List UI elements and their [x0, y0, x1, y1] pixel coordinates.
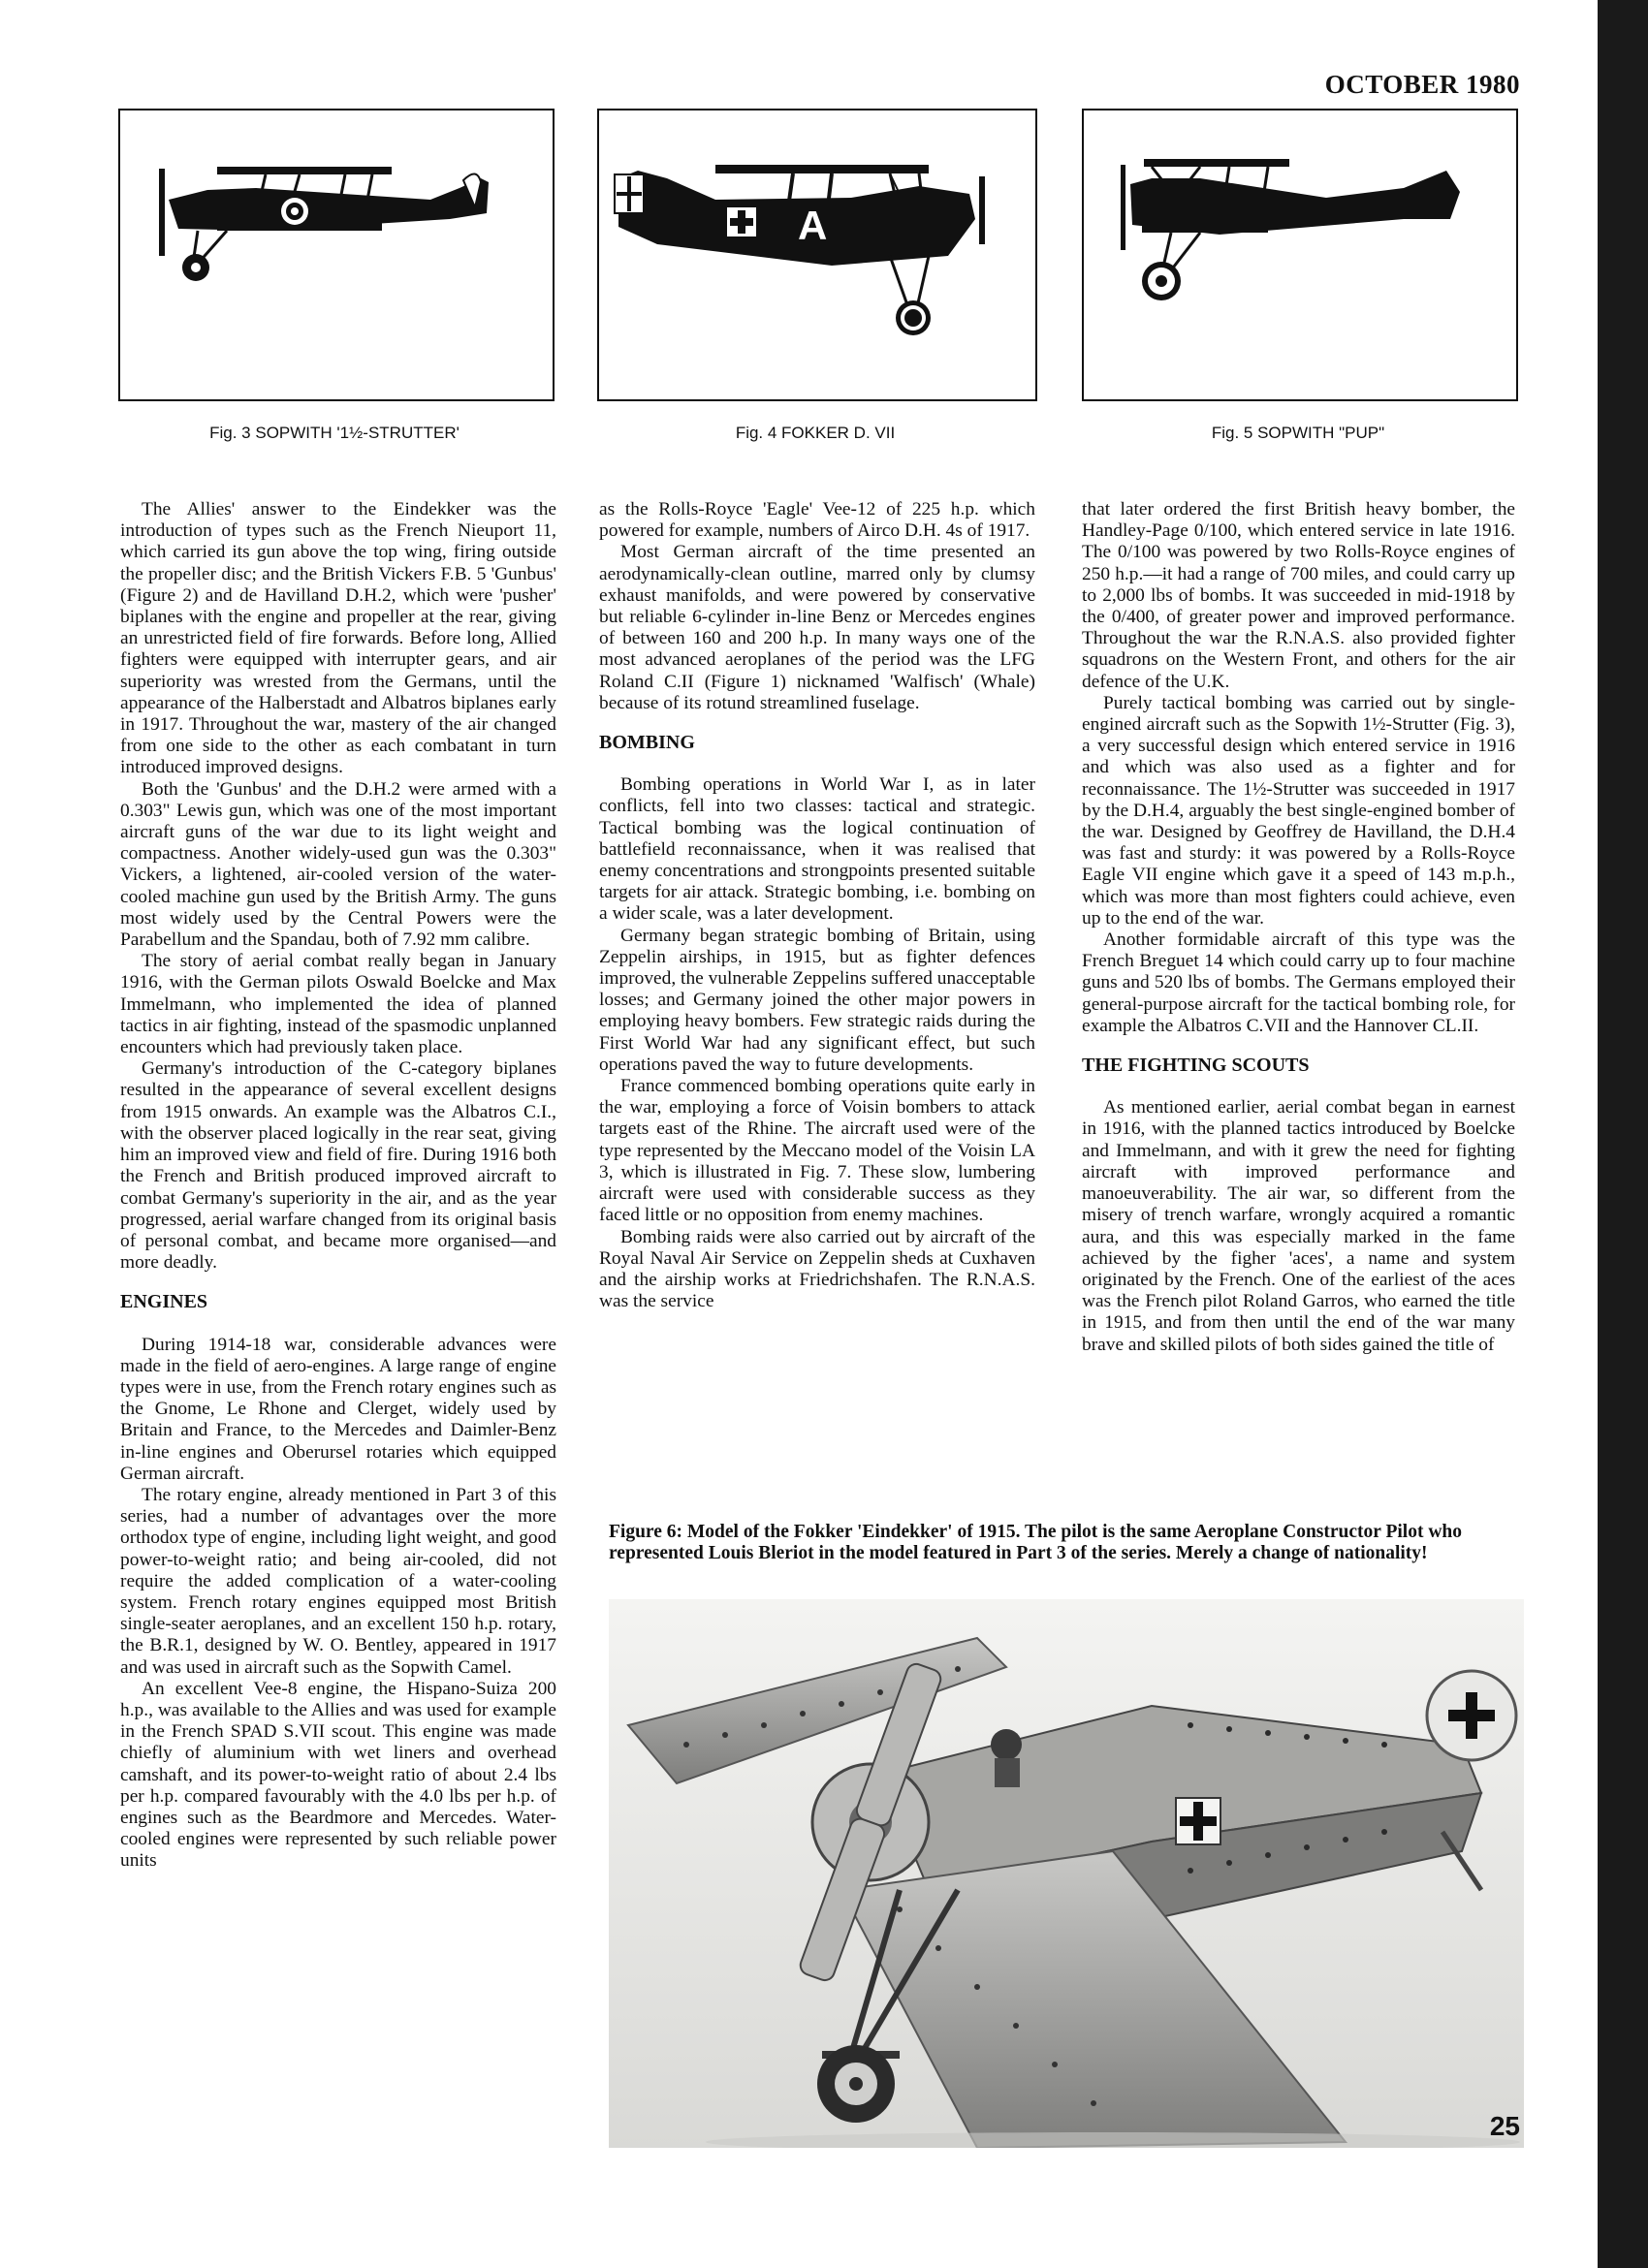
svg-text:A: A — [798, 203, 828, 248]
figure-6-model-photo — [609, 1599, 1524, 2148]
paragraph: The rotary engine, already mentioned in Part 3 of this series, had a number of advantages over the more orthodox type of engine, including light weight, and good power-to-weight ratio; and being air-cooled, did not require the added complication of a water-cooling system. French rotary engines equipped most British single-seater aeroplanes, and an excellent 150 h.p. rotary, the B.R.1, designed by W. O. Bentley, appeared in 1917 and was used in aircraft such as the Sopwith Camel. — [120, 1484, 556, 1678]
page-number: 25 — [1489, 2111, 1520, 2141]
figure-4-fokker-d7 — [597, 109, 1037, 401]
fokker-d7-silhouette — [599, 110, 1035, 399]
paragraph: Germany began strategic bombing of Britain, using Zeppelin airships, in 1915, but as fighter defences improved, the vulnerable Zeppelins suffered unacceptable losses; and Germany joined the other major powers in employing heavy bombers. Few strategic raids during the First World War had any significant effect, but such operations paved the way to future developments. — [599, 925, 1035, 1075]
figure-5-caption: Fig. 5 SOPWITH "PUP" — [1211, 424, 1385, 442]
figure-5-sopwith-pup — [1082, 109, 1518, 401]
heading-engines: ENGINES — [120, 1291, 208, 1313]
text-column-2 — [599, 499, 1035, 1312]
paragraph: Bombing raids were also carried out by aircraft of the Royal Naval Air Service on Zeppelin sheds at Cuxhaven and the airship works at Friedrichshafen. The R.N.A.S. was the service — [599, 1226, 1035, 1312]
paragraph: Bombing operations in World War I, as in later conflicts, fell into two classes: tactical and strategic. Tactical bombing was the logical continuation of battlefield reconnaissance, when it was realised that enemy concentrations and strongpoints presented suitable targets for air attack. Strategic bombing, i.e. bombing on a wider scale, was a later development. — [599, 774, 1035, 925]
paragraph: as the Rolls-Royce 'Eagle' Vee-12 of 225 h.p. which powered for example, numbers of Airco D.H. 4s of 1917. — [599, 499, 1035, 542]
paragraph: Purely tactical bombing was carried out by single-engined aircraft such as the Sopwith 1½-Strutter (Fig. 3), a very successful design which entered service in 1916 and which was also used as a fighter and for reconnaissance. The 1½-Strutter was succeeded in 1917 by the D.H.4, arguably the best single-engined bomber of the war. Designed by Geoffrey de Havilland, the D.H.4 was fast and sturdy: it was powered by a Rolls-Royce Eagle VII engine which gave it a speed of 143 m.p.h., which was more than most fighters could achieve, even up to the end of the war. — [1082, 692, 1515, 929]
heading-fighting-scouts: THE FIGHTING SCOUTS — [1082, 1055, 1310, 1077]
heading-bombing: BOMBING — [599, 732, 695, 754]
sopwith-strutter-silhouette — [120, 110, 553, 399]
figure-3-sopwith-strutter — [118, 109, 555, 401]
paragraph: As mentioned earlier, aerial combat began in earnest in 1916, with the planned tactics introduced by Boelcke and Immelmann, and with it grew the need for fighting aircraft with improved performance and manoeuverability. The air war, so different from the misery of trench warfare, wrongly acquired a romantic aura, and this was especially marked in the fame achieved by the figher 'aces', a name and system originated by the French. One of the earliest of the aces was the French pilot Roland Garros, who earned the title in 1915, and from then until the end of the war many brave and skilled pilots of both sides gained the title of — [1082, 1097, 1515, 1355]
paragraph: Most German aircraft of the time presented an aerodynamically-clean outline, marred only by clumsy exhaust manifolds, and were powered by conservative but reliable 6-cylinder in-line Benz or Mercedes engines of between 160 and 200 h.p. In many ways one of the most advanced aeroplanes of the period was the LFG Roland C.II (Figure 1) nicknamed 'Walfisch' (Whale) because of its rotund streamlined fuselage. — [599, 542, 1035, 713]
paragraph: France commenced bombing operations quite early in the war, employing a force of Voisin bombers to attack targets east of the Rhine. The aircraft used were of the type represented by the Meccano model of the Voisin LA 3, which is illustrated in Fig. 7. These slow, lumbering aircraft were used with considerable success as they faced little or no opposition from enemy machines. — [599, 1076, 1035, 1226]
sopwith-pup-silhouette — [1084, 110, 1516, 399]
figure-6-caption: Figure 6: Model of the Fokker 'Eindekker' of 1915. The pilot is the same Aeroplane Constructor Pilot who represented Louis Bleriot in the model featured in Part 3 of the series. Merely a change of nationality! — [609, 1522, 1463, 1563]
figure-3-caption: Fig. 3 SOPWITH '1½-STRUTTER' — [209, 424, 460, 442]
paragraph: The story of aerial combat really began in January 1916, with the German pilots Oswald Boelcke and Max Immelmann, who implemented the idea of planned tactics in air fighting, instead of the spasmodic unplanned encounters which had previously taken place. — [120, 951, 556, 1058]
paragraph: that later ordered the first British heavy bomber, the Handley-Page 0/100, which entered service in late 1916. The 0/100 was powered by two Rolls-Royce engines of 250 h.p.—it had a range of 700 miles, and could carry up to 2,000 lbs of bombs. It was succeeded in mid-1918 by the 0/400, of greater power and improved performance. Throughout the war the R.N.A.S. also provided fighter squadrons on the Western Front, and others for the air defence of the U.K. — [1082, 499, 1515, 692]
paragraph: The Allies' answer to the Eindekker was the introduction of types such as the French Nieuport 11, which carried its gun above the top wing, firing outside the propeller disc; and the British Vickers F.B. 5 'Gunbus' (Figure 2) and de Havilland D.H.2, which were 'pusher' biplanes with the engine and propeller at the rear, giving an unrestricted field of fire forwards. Before long, Allied fighters were equipped with interrupter gears, and air superiority was wrested from the Germans, until the appearance of the Halberstadt and Albatros biplanes early in 1917. Throughout the war, mastery of the air changed from one side to the other as each combatant in turn introduced improved designs. — [120, 499, 556, 778]
page-edge-shadow — [1598, 0, 1648, 2268]
meccano-eindekker-model-image — [609, 1599, 1524, 2148]
issue-date: OCTOBER 1980 — [1324, 70, 1520, 99]
paragraph: Germany's introduction of the C-category biplanes resulted in the appearance of several excellent designs from 1915 onwards. An example was the Albatros C.I., with the observer placed logically in the rear seat, giving him an improved view and field of fire. During 1916 both the French and British produced improved aircraft to combat Germany's superiority in the air, and as the year progressed, aerial warfare changed from its original basis of personal combat, and became more organised—and more deadly. — [120, 1058, 556, 1274]
paragraph: An excellent Vee-8 engine, the Hispano-Suiza 200 h.p., was available to the Allies and was used for example in the French SPAD S.VII scout. This engine was made chiefly of aluminium with wet liners and overhead camshaft, and its power-to-weight ratio of about 2.4 lbs per h.p. compared favourably with the 4.0 lbs per h.p. of engines such as the Beardmore and Mercedes. Water-cooled engines were represented by such reliable power units — [120, 1678, 556, 1872]
paragraph: Both the 'Gunbus' and the D.H.2 were armed with a 0.303" Lewis gun, which was one of the most important aircraft guns of the war due to its light weight and compactness. Another widely-used gun was the 0.303" Vickers, a lightened, air-cooled version of the water-cooled machine gun used by the British Army. The guns most widely used by the Central Powers were the Parabellum and the Spandau, both of 7.92 mm calibre. — [120, 778, 556, 951]
paragraph: During 1914-18 war, considerable advances were made in the field of aero-engines. A large range of engine types were in use, from the French rotary engines such as the Gnome, Le Rhone and Clerget, widely used by Britain and France, to the Mercedes and Daimler-Benz in-line engines and Oberursel rotaries which equipped German aircraft. — [120, 1334, 556, 1484]
paragraph: Another formidable aircraft of this type was the French Breguet 14 which could carry up to four machine guns and 520 lbs of bombs. The Germans employed their general-purpose aircraft for the tactical bombing role, for example the Albatros C.VII and the Hannover CL.II. — [1082, 929, 1515, 1036]
text-column-1 — [120, 499, 556, 1873]
figure-4-caption: Fig. 4 FOKKER D. VII — [735, 424, 896, 442]
text-column-3 — [1082, 499, 1515, 1356]
